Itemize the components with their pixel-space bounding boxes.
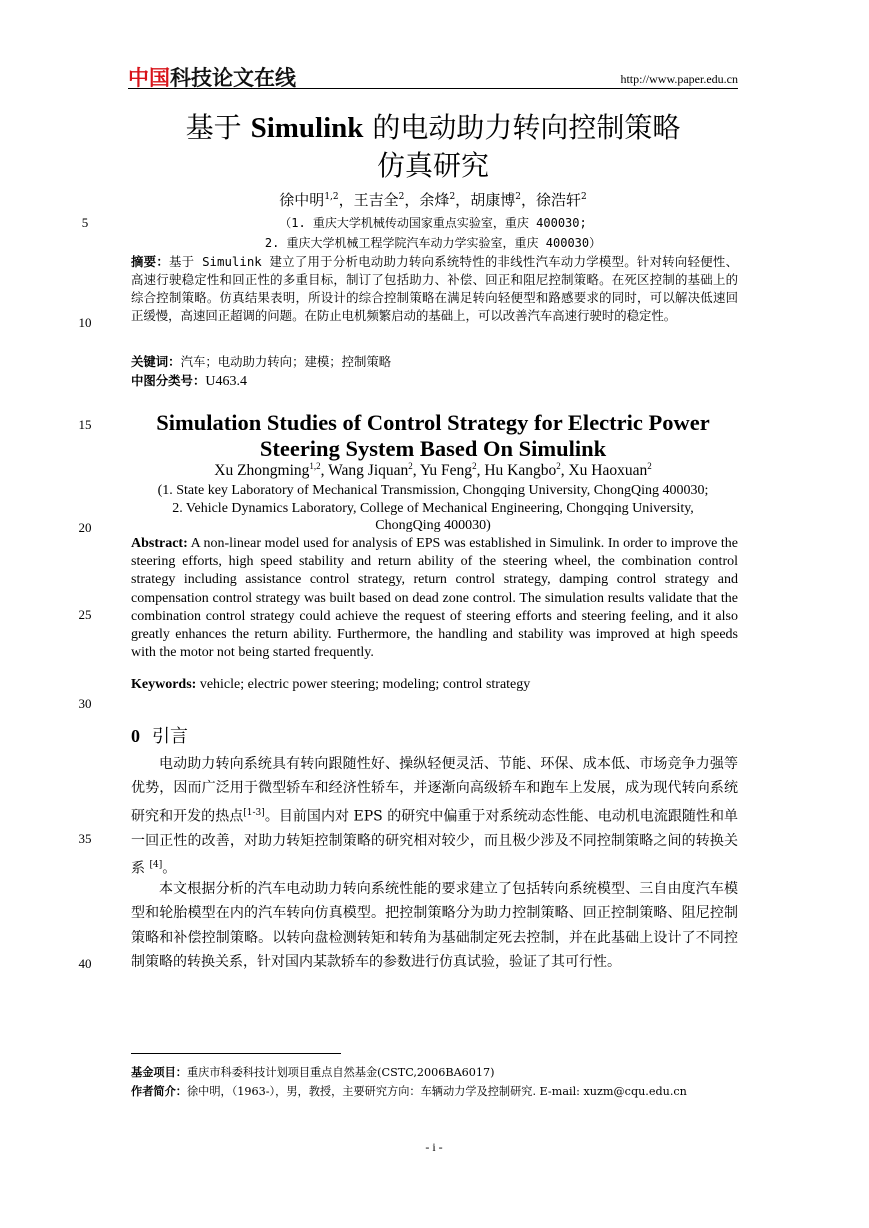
author-en: Yu Feng$^2$,: [419, 461, 485, 480]
clc-number: [131, 371, 247, 390]
line-number: 30: [78, 696, 92, 711]
author-en: Xu Haoxuan$^2$: [568, 461, 652, 480]
line-number: 10: [78, 315, 92, 330]
authors-en: [128, 461, 738, 480]
title-cn-line1: [128, 110, 738, 146]
abstract-cn: [131, 253, 738, 325]
abstract-en-text: A non-linear model used for analysis of EPS was established in Simulink. In order to improve the steering efforts, high speed stability and return ability of the steering wheel, the combination control strategy including assistance control strategy, return control strategy, damping control strategy and compensation control strategy was built based on dead zone control. The simulation results validate that the combination control strategy could achieve the request of steering efforts and steering feeling, and it also greatly enhances the return ability. Furthermore, the handling and stability was improved at high speeds with the motor not being started frequently.: [131, 536, 738, 661]
abstract-en-label: Abstract:: [131, 536, 188, 551]
author-cn: 王吉全$^2$，: [353, 191, 420, 209]
clc-value: U463.4: [205, 374, 247, 389]
author-cn: 徐中明$^{1,2}$，: [279, 191, 354, 209]
keywords-cn-label: 关键词：: [131, 354, 181, 369]
line-number: 15: [78, 417, 92, 432]
title-en-line2: Steering System Based On Simulink: [259, 436, 607, 461]
body-paragraph-2: 本文根据分析的汽车电动助力转向系统性能的要求建立了包括转向系统模型、三自由度汽车模型和轮胎模型在内的汽车转向仿真模型。把控制策略分为助力控制策略、回正控制策略、阻尼控制策略和补偿控制策略。以转向盘检测转矩和转角为基础制定死去控制，并在此基础上设计了不同控制策略的转换关系，针对国内某款轿车的参数进行仿真试验，验证了其可行性。: [131, 881, 738, 970]
line-number: 5: [81, 215, 89, 230]
keywords-en: [131, 677, 530, 693]
author-cn: 徐浩轩$^2$: [535, 191, 587, 209]
footnote-author: 作者简介：徐中明，（1963-），男，教授，主要研究方向：车辆动力学及控制研究. E-mail: xuzm@cqu.edu.cn: [131, 1085, 687, 1098]
author-en: Hu Kangbo$^2$,: [484, 461, 569, 480]
affiliation-en-2: 2. Vehicle Dynamics Laboratory, College of Mechanical Engineering, Chongqing University,: [172, 501, 694, 516]
author-en: Wang Jiquan$^2$,: [328, 461, 420, 480]
logo-black-text: 科技论文在线: [170, 66, 296, 90]
title-cn-line2: 仿真研究: [376, 149, 489, 182]
affiliation-en-3: ChongQing 400030): [375, 518, 491, 533]
title-cn-bold: Simulink: [250, 112, 364, 144]
clc-label: 中图分类号：: [131, 373, 206, 388]
author-cn: 余烽$^2$，: [419, 191, 471, 209]
keywords-en-label: Keywords:: [131, 677, 197, 692]
keywords-en-text: vehicle; electric power steering; modeling; control strategy: [196, 677, 531, 692]
author-cn: 胡康博$^2$，: [470, 191, 536, 209]
footnote-fund: 基金项目：重庆市科委科技计划项目重点自然基金(CSTC,2006BA6017): [131, 1066, 495, 1079]
affiliation-cn-1: （1. 重庆大学机械传动国家重点实验室，重庆 400030;: [279, 216, 587, 230]
line-number: 25: [78, 607, 92, 622]
header-url[interactable]: http://www.paper.edu.cn: [620, 72, 738, 86]
citation-4[interactable]: [4]: [149, 859, 163, 870]
section-heading-introduction: [131, 722, 188, 748]
abstract-cn-text: 基于 Simulink 建立了用于分析电动助力转向系统特性的非线性汽车动力学模型。针对转向轻便性、高速行驶稳定性和回正性的多重目标，制订了包括助力、补偿、回正和阻尼控制策略。在死区控制的基础上的综合控制策略。仿真结果表明，所设计的综合控制策略在满足转向轻便型和路感要求的同时，可以解决低速回正缓慢，高速回正超调的问题。在防止电机频繁启动的基础上，可以改善汽车高速行驶时的稳定性。: [131, 254, 738, 323]
footnote-divider: [131, 1053, 341, 1054]
title-cn-post: 的电动助力转向控制策略: [363, 111, 681, 144]
logo-red-text: 中国: [128, 66, 170, 90]
affiliation-en-1: (1. State key Laboratory of Mechanical Transmission, Chongqing University, ChongQing 400030;: [157, 483, 709, 498]
author-en: Xu Zhongming$^{1,2}$,: [214, 461, 329, 480]
line-number: 35: [78, 831, 92, 846]
line-number: 40: [78, 956, 92, 971]
keywords-cn: [131, 352, 391, 370]
title-en-line1: Simulation Studies of Control Strategy for Electric Power: [156, 410, 710, 435]
abstract-en: [131, 535, 738, 662]
keywords-cn-text: 汽车；电动助力转向；建模；控制策略: [180, 354, 392, 369]
citation-1-3[interactable]: [1-3]: [243, 807, 265, 818]
page-number: - i -: [425, 1140, 443, 1154]
body-paragraph-1: 电动助力转向系统具有转向跟随性好、操纵轻便灵活、节能、环保、成本低、市场竞争力强等优势，因而广泛用于微型轿车和经济性轿车，并逐渐向高级轿车和跑车上发展，成为现代转向系统研究和开发的热点[1-3]。目前国内对 EPS 的研究中偏重于对系统动态性能、电动机电流跟随性和单一回正性的改善，对助力转矩控制策略的研究相对较少，而且极少涉及不同控制策略之间的转换关系 [4]。: [131, 756, 738, 877]
abstract-cn-label: 摘要：: [131, 254, 170, 269]
header-divider: [128, 88, 738, 89]
section-title: 引言: [152, 726, 188, 747]
line-number: 20: [78, 520, 92, 535]
section-number: 0: [131, 726, 140, 746]
authors-cn: [128, 189, 738, 210]
title-cn-pre: 基于: [185, 111, 251, 144]
affiliation-cn-2: 2. 重庆大学机械工程学院汽车动力学实验室，重庆 400030）: [264, 236, 602, 250]
